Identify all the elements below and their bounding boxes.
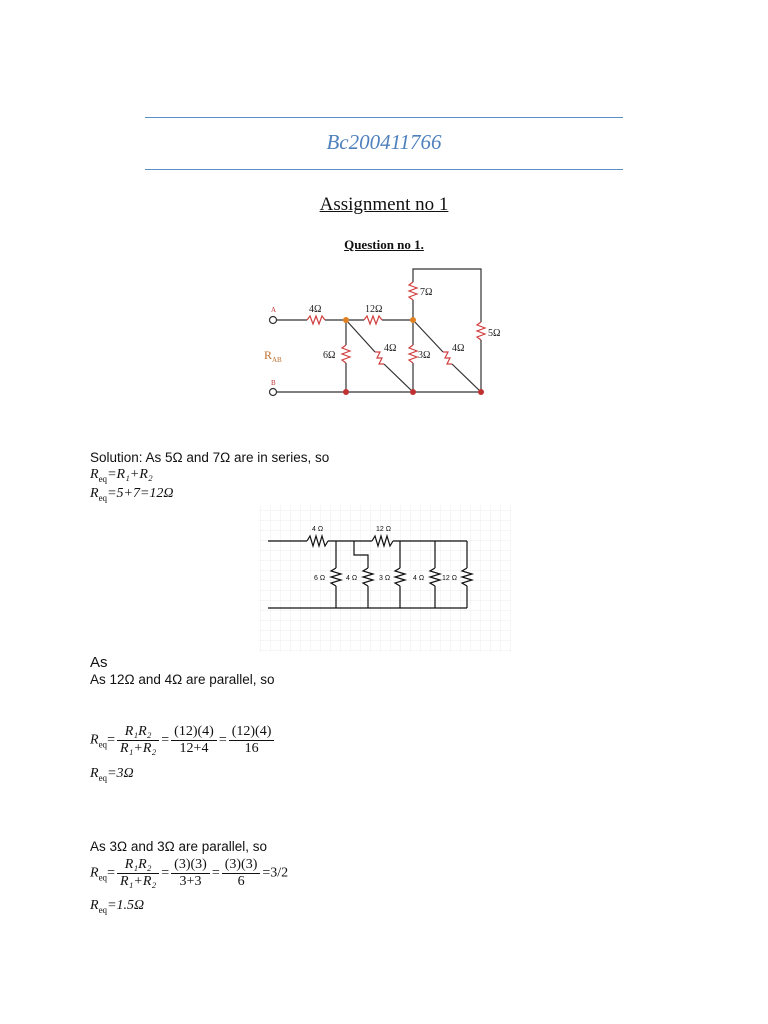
label-12: 12 Ω xyxy=(442,575,457,582)
label-r5: 5Ω xyxy=(488,328,501,339)
label-r6: 6Ω xyxy=(323,350,336,361)
equation-result-3: $R_{eq}=3\Omega$ xyxy=(90,766,134,783)
label-top-4: 4 Ω xyxy=(312,526,324,533)
label-r12: 12Ω xyxy=(365,304,383,315)
label-rab: R xyxy=(264,348,273,362)
label-r4c: 4Ω xyxy=(452,343,465,354)
equation-series-value: $R_{eq}=5+7=12\Omega$ xyxy=(90,486,174,503)
label-r3: 3Ω xyxy=(418,350,431,361)
question-title: Question no 1. xyxy=(344,237,424,252)
label-r7: 7Ω xyxy=(420,287,433,298)
label-rab-sub: AB xyxy=(272,356,282,364)
assignment-title: Assignment no 1 xyxy=(319,194,449,215)
label-r4a: 4Ω xyxy=(309,304,322,315)
student-id: Bc200411766 xyxy=(326,130,442,154)
label-4a: 4 Ω xyxy=(346,575,358,582)
as-label: As xyxy=(90,654,108,671)
equation-parallel-12-4: $R_{eq}=$ $\frac{\text{R₁R₂}}{\text{R₁+R₂}}$ = $\frac{(12)(4)}{12+4}$ = $\frac{(12)(4)}{16}$ xyxy=(90,724,276,757)
solution-intro: Solution: As 5Ω and 7Ω are in series, so xyxy=(90,450,330,465)
equation-series-formula: $R_{eq}=R_1+R_2$ xyxy=(90,467,153,484)
label-node-a: A xyxy=(271,306,277,314)
equation-result-1-5: $R_{eq}=1.5\Omega$ xyxy=(90,898,145,915)
step3-text: As 3Ω and 3Ω are parallel, so xyxy=(90,839,268,854)
label-3: 3 Ω xyxy=(379,575,391,582)
label-6: 6 Ω xyxy=(314,575,326,582)
label-top-12: 12 Ω xyxy=(376,526,391,533)
label-node-b: B xyxy=(271,379,276,387)
step2-text: As 12Ω and 4Ω are parallel, so xyxy=(90,672,275,687)
equation-parallel-3-3: $R_{eq}=$ $\frac{\text{R₁R₂}}{\text{R₁+R₂}}$ = $\frac{(3)(3)}{3+3}$ = $\frac{(3)(3)}{6}$ =3/2 xyxy=(90,857,289,889)
label-r4b: 4Ω xyxy=(384,343,397,354)
label-4b: 4 Ω xyxy=(413,575,425,582)
